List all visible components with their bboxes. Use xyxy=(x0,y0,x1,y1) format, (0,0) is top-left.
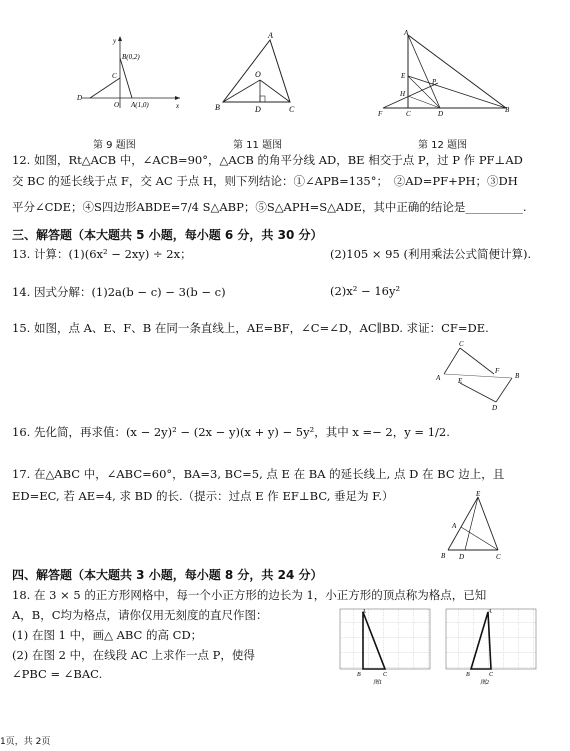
q18-line1: 18. 在 3 × 5 的正方形网格中，每一个小正方形的边长为 1，小正方形的顶点称为格点，已知 xyxy=(12,588,487,602)
label-B: B(0,2) xyxy=(122,53,140,61)
figure-11-diagram xyxy=(205,30,300,115)
figure-11-caption: 第 11 题图 xyxy=(233,140,283,151)
label-C-2: C xyxy=(489,672,494,678)
q17-line1: 17. 在△ABC 中，∠ABC=60°，BA=3, BC=5, 点 E 在 BA 的延长线上, 点 D 在 BC 边上，且 xyxy=(12,467,505,481)
q18-line3: (1) 在图 1 中，画△ ABC 的高 CD； xyxy=(12,628,203,642)
q12-line1: 12. 如图，Rt△ACB 中，∠ACB=90°，△ACB 的角平分线 AD，BE 相交于点 P，过 P 作 PF⊥AD xyxy=(12,153,523,167)
figure-12-caption: 第 12 题图 xyxy=(418,140,468,151)
label-H: H xyxy=(400,90,406,98)
label-P: P xyxy=(432,78,437,86)
label-C: C xyxy=(459,340,464,348)
q13-part1: 13. 计算：(1)(6x² − 2xy) ÷ 2x； xyxy=(12,247,192,261)
label-D: D xyxy=(438,110,444,118)
q13-part2: (2)105 × 95 (利用乘法公式简便计算). xyxy=(330,247,532,261)
label-A: A(1,0) xyxy=(131,101,149,109)
label-B: B xyxy=(215,103,220,112)
label-B: B xyxy=(441,552,446,560)
label-A: A xyxy=(452,522,457,530)
label-F: F xyxy=(495,367,500,375)
q14-part1: 14. 因式分解：(1)2a(b − c) − 3(b − c) xyxy=(12,285,226,299)
label-A: A xyxy=(436,374,441,382)
q12-line3: 平分∠CDE；④S四边形ABDE=7/4 S△ABP；⑤S△APH=S△ADE，其中正确的结论是__________. xyxy=(12,200,527,214)
caption-1: 图1 xyxy=(373,680,383,686)
q17-line2: ED=EC, 若 AE=4, 求 BD 的长.（提示：过点 E 作 EF⊥BC, 垂足为 F.） xyxy=(12,489,394,503)
page-footer: 1页，共 2页 xyxy=(0,737,51,747)
label-B: B xyxy=(515,372,520,380)
q18-line4: (2) 在图 2 中，在线段 AC 上求作一点 P，使得 xyxy=(12,648,255,662)
label-C: C xyxy=(496,553,501,561)
q18-line5: ∠PBC = ∠BAC. xyxy=(12,667,103,681)
label-F: F xyxy=(378,110,383,118)
label-C: C xyxy=(289,105,295,114)
label-E: E xyxy=(401,72,406,80)
figure-9-caption: 第 9 题图 xyxy=(93,140,136,151)
figure-9-diagram xyxy=(72,30,187,110)
label-A: A xyxy=(404,29,409,37)
label-D: D xyxy=(459,553,465,561)
label-C: C xyxy=(383,672,388,678)
figure-12-diagram xyxy=(378,28,513,123)
label-x: x xyxy=(176,102,180,110)
label-y: y xyxy=(113,37,117,45)
label-D: D xyxy=(77,94,83,102)
grid-1 xyxy=(340,609,430,669)
label-A: A xyxy=(268,31,273,40)
label-D: D xyxy=(492,404,498,412)
label-A: A xyxy=(362,609,366,615)
label-A-2: A xyxy=(488,609,492,615)
caption-2: 图2 xyxy=(480,680,490,686)
q16-text: 16. 先化简，再求值：(x − 2y)² − (2x − y)(x + y) − 5y²，其中 x =− 2，y = 1/2. xyxy=(12,425,450,439)
q15-text: 15. 如图，点 A、E、F、B 在同一条直线上，AE=BF，∠C=∠D，AC∥BD. 求证：CF=DE. xyxy=(12,321,489,335)
label-B: B xyxy=(505,106,510,114)
label-B-2: B xyxy=(466,672,470,678)
figure-15-diagram xyxy=(432,338,527,413)
q18-line2: A，B，C均为格点，请你仅用无刻度的直尺作图： xyxy=(12,608,268,622)
label-O: O xyxy=(114,101,120,109)
section-4-heading: 四、解答题（本大题共 3 小题，每小题 8 分，共 24 分） xyxy=(12,568,323,582)
label-C: C xyxy=(112,72,117,80)
section-3-heading: 三、解答题（本大题共 5 小题，每小题 6 分，共 30 分） xyxy=(12,228,323,242)
figure-18-diagram xyxy=(338,607,538,687)
q12-line2: 交 BC 的延长线于点 F，交 AC 于点 H，则下列结论：①∠APB=135°； ②AD=PF+PH；③DH xyxy=(12,174,518,188)
label-D: D xyxy=(255,105,261,114)
label-C: C xyxy=(406,110,411,118)
label-B: B xyxy=(357,672,361,678)
label-E: E xyxy=(458,377,463,385)
label-O: O xyxy=(255,70,261,79)
q14-part2: (2)x² − 16y² xyxy=(330,284,401,298)
figure-17-diagram xyxy=(440,490,515,562)
label-E: E xyxy=(476,490,481,498)
